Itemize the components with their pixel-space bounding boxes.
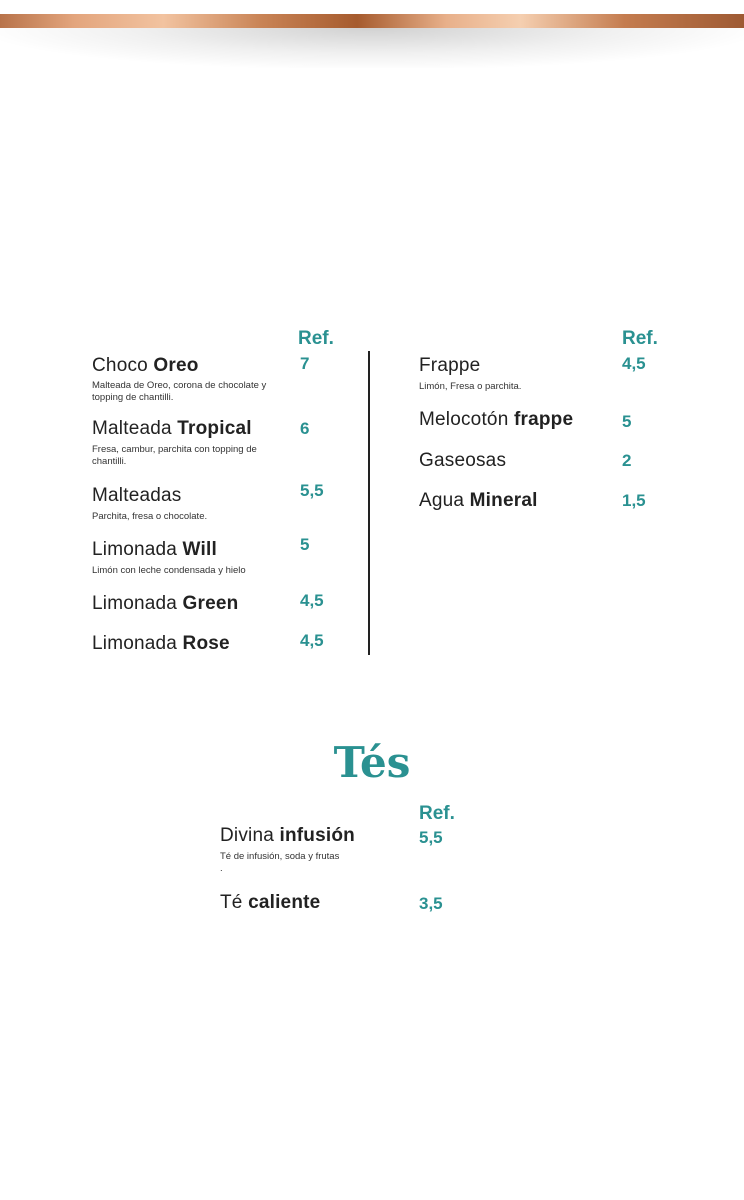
item-name: Limonada Green <box>92 593 239 614</box>
column-divider <box>368 351 370 655</box>
item-name: Limonada Rose <box>92 633 230 654</box>
item-price: 3,5 <box>419 894 443 913</box>
item-name: Té caliente <box>220 892 321 913</box>
item-price: 6 <box>300 419 310 438</box>
item-price: 1,5 <box>622 491 646 510</box>
ref-header-left: Ref. <box>298 328 334 349</box>
item-description: Parchita, fresa o chocolate. <box>92 511 208 522</box>
item-description: Limón con leche condensada y hielo <box>92 565 246 576</box>
item-price: 4,5 <box>300 591 324 610</box>
item-description: Fresa, cambur, parchita con topping de chantilli. <box>92 444 257 467</box>
item-description: Té de infusión, soda y frutas <box>220 851 340 862</box>
ref-header-tes: Ref. <box>419 803 455 824</box>
item-name: Malteada Tropical <box>92 418 252 439</box>
top-decorative-band <box>0 14 744 28</box>
section-title-tes: Tés <box>333 738 411 787</box>
item-price: 5,5 <box>419 828 443 847</box>
item-description: Limón, Fresa o parchita. <box>419 381 522 392</box>
item-name: Malteadas <box>92 485 182 506</box>
item-name: Limonada Will <box>92 539 217 560</box>
item-name: Frappe <box>419 355 481 376</box>
item-price: 7 <box>300 354 310 373</box>
item-price: 5,5 <box>300 481 324 500</box>
item-name: Melocotón frappe <box>419 409 574 430</box>
item-name: Divina infusión <box>220 825 355 846</box>
item-price: 2 <box>622 451 632 470</box>
item-name: Gaseosas <box>419 450 507 471</box>
item-price: 5 <box>622 412 632 431</box>
item-price: 4,5 <box>300 631 324 650</box>
ref-header-right: Ref. <box>622 328 658 349</box>
top-band-shadow <box>0 28 744 68</box>
item-description: Malteada de Oreo, corona de chocolate y topping de chantilli. <box>92 380 267 403</box>
item-price: 4,5 <box>622 354 646 373</box>
item-description-extra: . <box>220 863 223 874</box>
item-price: 5 <box>300 535 310 554</box>
item-name: Agua Mineral <box>419 490 538 511</box>
item-name: Choco Oreo <box>92 355 199 376</box>
